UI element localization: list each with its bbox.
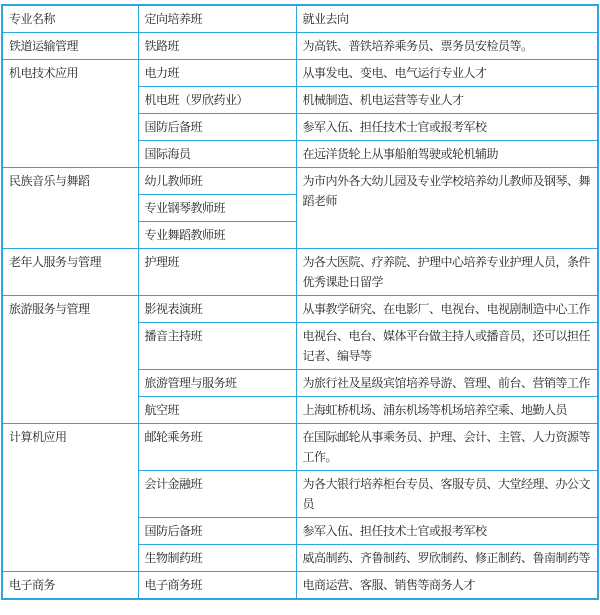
table-cell: 为各大医院、疗养院、护理中心培养专业护理人员，条件优秀课赴日留学 xyxy=(296,249,598,296)
table-cell: 参军入伍、担任技术士官或报考军校 xyxy=(296,518,598,545)
table-cell: 民族音乐与舞蹈 xyxy=(2,168,138,249)
table-cell: 专业舞蹈教师班 xyxy=(138,222,296,249)
table-cell: 为旅行社及星级宾馆培养导游、管理、前台、营销等工作 xyxy=(296,370,598,397)
table-cell: 电力班 xyxy=(138,60,296,87)
table-row xyxy=(2,168,598,195)
table-cell: 为高铁、普铁培养乘务员、票务员安检员等。 xyxy=(296,33,598,60)
majors-table xyxy=(1,4,599,600)
table-cell: 参军入伍、担任技术士官或报考军校 xyxy=(296,114,598,141)
table-cell: 为市内外各大幼儿园及专业学校培养幼儿教师及钢琴、舞蹈老师 xyxy=(296,168,598,249)
table-cell: 护理班 xyxy=(138,249,296,296)
table-cell: 专业钢琴教师班 xyxy=(138,195,296,222)
table-row xyxy=(2,424,598,471)
table-row xyxy=(2,249,598,296)
header-row xyxy=(2,5,598,33)
table-cell: 电视台、电台、媒体平台做主持人或播音员，还可以担任记者、编导等 xyxy=(296,323,598,370)
table-cell: 国际海员 xyxy=(138,141,296,168)
table-row xyxy=(2,60,598,87)
table-row xyxy=(2,296,598,323)
table-cell: 从事教学研究、在电影厂、电视台、电视剧制造中心工作 xyxy=(296,296,598,323)
table-cell: 国防后备班 xyxy=(138,518,296,545)
table-cell: 幼儿教师班 xyxy=(138,168,296,195)
table-cell: 旅游服务与管理 xyxy=(2,296,138,424)
table-cell: 机电技术应用 xyxy=(2,60,138,168)
table-cell: 电子商务 xyxy=(2,572,138,600)
table-cell: 生物制药班 xyxy=(138,545,296,572)
table-cell: 威高制药、齐鲁制药、罗欣制药、修正制药、鲁南制药等 xyxy=(296,545,598,572)
table-cell: 为各大银行培养柜台专员、客服专员、大堂经理、办公文员 xyxy=(296,471,598,518)
table-cell: 航空班 xyxy=(138,397,296,424)
table-cell: 老年人服务与管理 xyxy=(2,249,138,296)
table-cell: 机械制造、机电运营等专业人才 xyxy=(296,87,598,114)
column-header-2: 定向培养班 xyxy=(138,5,296,33)
table-cell: 上海虹桥机场、浦东机场等机场培养空乘、地勤人员 xyxy=(296,397,598,424)
table-cell: 影视表演班 xyxy=(138,296,296,323)
table-row xyxy=(2,33,598,60)
table-cell: 电商运营、客服、销售等商务人才 xyxy=(296,572,598,600)
table-cell: 在远洋货轮上从事船舶驾驶或轮机辅助 xyxy=(296,141,598,168)
column-header-1: 专业名称 xyxy=(2,5,138,33)
table-cell: 会计金融班 xyxy=(138,471,296,518)
table-cell: 从事发电、变电、电气运行专业人才 xyxy=(296,60,598,87)
table-cell: 邮轮乘务班 xyxy=(138,424,296,471)
table-cell: 在国际邮轮从事乘务员、护理、会计、主管、人力资源等工作。 xyxy=(296,424,598,471)
table-cell: 旅游管理与服务班 xyxy=(138,370,296,397)
column-header-3: 就业去向 xyxy=(296,5,598,33)
table-cell: 国防后备班 xyxy=(138,114,296,141)
table-row xyxy=(2,572,598,600)
table-cell: 机电班（罗欣药业） xyxy=(138,87,296,114)
table-cell: 电子商务班 xyxy=(138,572,296,600)
table-cell: 铁路班 xyxy=(138,33,296,60)
table-cell: 铁道运输管理 xyxy=(2,33,138,60)
table-cell: 播音主持班 xyxy=(138,323,296,370)
table-cell: 计算机应用 xyxy=(2,424,138,572)
